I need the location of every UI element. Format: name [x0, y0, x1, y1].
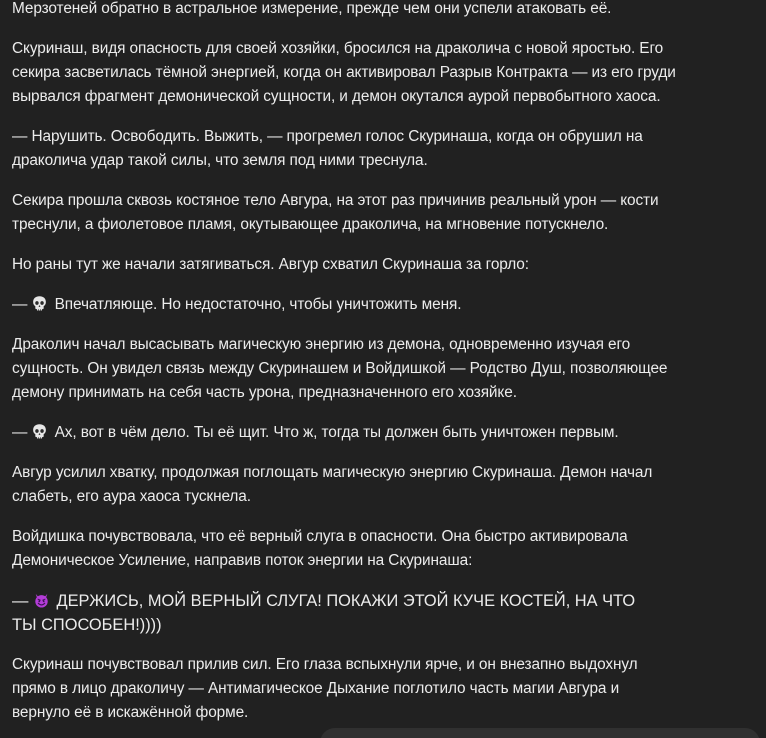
message-paragraph: Войдишка почувствовала, что её верный слуга в опасности. Она быстро активировала Демоническое Усиление, направив поток энергии на Скуринаша: [12, 528, 628, 569]
dialogue-text: ДЕРЖИСЬ, МОЙ ВЕРНЫЙ СЛУГА! ПОКАЖИ ЭТОЙ КУЧЕ КОСТЕЙ, НА ЧТО ТЫ СПОСОБЕН!)))) [12, 592, 636, 634]
message-paragraph [12, 293, 756, 317]
message-paragraph [12, 421, 756, 445]
dialogue-text: Впечатляюще. Но недостаточно, чтобы уничтожить меня. [50, 296, 462, 313]
message-paragraph: Скуринаш почувствовал прилив сил. Его глаза вспыхнули ярче, и он внезапно выдохнул прямо в лицо драколичу — Антимагическое Дыхание поглотило часть магии Авгура и вернуло её в искажённой форме. [12, 656, 638, 721]
message-paragraph: Авгур усилил хватку, продолжая поглощать магическую энергию Скуринаша. Демон начал слабеть, его аура хаоса тускнела. [12, 464, 653, 505]
message-input-edge[interactable] [320, 728, 760, 738]
message-paragraph [12, 589, 756, 637]
devil-icon [33, 592, 50, 609]
message-paragraph: Драколич начал высасывать магическую энергию из демона, одновременно изучая его сущность. Он увидел связь между Скуринашем и Войдишкой — Родство Душ, позволяющее демону принимать на себя часть урона, предназначенного его хозяйке. [12, 336, 668, 401]
message-paragraph: Но раны тут же начали затягиваться. Авгур схватил Скуринаша за горло: [12, 256, 529, 273]
dialogue-dash: — [12, 592, 33, 610]
skull-icon [31, 423, 48, 440]
message-paragraph: Скуринаш, видя опасность для своей хозяйки, бросился на драколича с новой яростью. Его секира засветилась тёмной энергией, когда он активировал Разрыв Контракта — из его груди вырвался фрагмент демонической сущности, и демон окутался аурой первобытного хаоса. [12, 40, 676, 105]
assistant-message [12, 0, 756, 738]
message-paragraph: — Нарушить. Освободить. Выжить, — прогремел голос Скуринаша, когда он обрушил на драколича удар такой силы, что земля под ними треснула. [12, 128, 643, 169]
dialogue-dash: — [12, 424, 32, 441]
message-paragraph: Секира прошла сквозь костяное тело Авгура, на этот раз причинив реальный урон — кости треснули, а фиолетовое пламя, окутывающее драколича, на мгновение потускнело. [12, 192, 659, 233]
skull-icon [31, 295, 48, 312]
message-paragraph: Мерзотеней обратно в астральное измерение, прежде чем они успели атаковать её. [12, 0, 612, 17]
dialogue-dash: — [12, 296, 32, 313]
dialogue-text: Ах, вот в чём дело. Ты её щит. Что ж, тогда ты должен быть уничтожен первым. [50, 424, 619, 441]
